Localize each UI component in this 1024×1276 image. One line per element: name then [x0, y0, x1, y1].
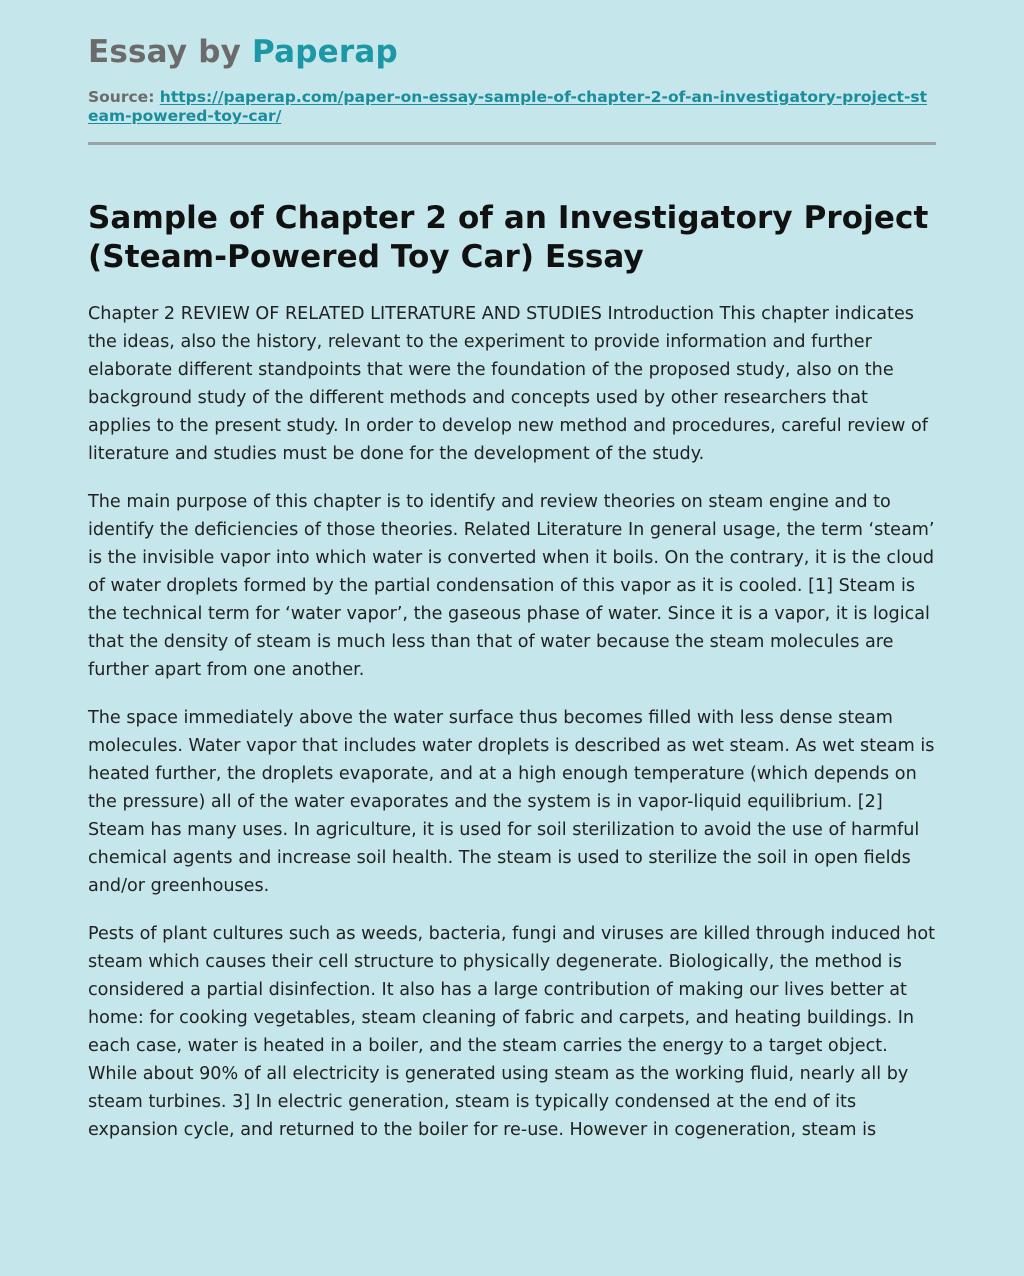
site-brand[interactable]	[88, 33, 936, 71]
article-paragraph: Pests of plant cultures such as weeds, bacteria, fungi and viruses are killed through induced hot steam which causes their cell structure to physically degenerate. Biologically, the method is considered a partial disinfection. It also has a large contribution of making our lives better at home: for cooking vegetables, steam cleaning of fabric and carpets, and heating buildings. In each case, water is heated in a boiler, and the steam carries the energy to a target object. While about 90% of all electricity is generated using steam as the working fluid, nearly all by steam turbines. 3] In electric generation, steam is typically condensed at the end of its expansion cycle, and returned to the boiler for re-use. However in cogeneration, steam is	[88, 924, 936, 1140]
header-divider	[88, 142, 936, 145]
article-body	[88, 300, 936, 1144]
brand-prefix: Essay by	[88, 34, 253, 70]
article-paragraph: The main purpose of this chapter is to identify and review theories on steam engine and to identify the deficiencies of those theories. Related Literature In general usage, the term ‘steam’ is the invisible vapor into which water is converted when it boils. On the contrary, it is the cloud of water droplets formed by the partial condensation of this vapor as it is cooled. [1] Steam is the technical term for ‘water vapor’, the gaseous phase of water. Since it is a vapor, it is logical that the density of steam is much less than that of water because the steam molecules are further apart from one another.	[88, 492, 935, 680]
source-link[interactable]: https://paperap.com/paper-on-essay-sample-of-chapter-2-of-an-investigatory-project-steam-powered-toy-car/	[88, 88, 928, 125]
article-paragraph: The space immediately above the water surface thus becomes filled with less dense steam molecules. Water vapor that includes water droplets is described as wet steam. As wet steam is heated further, the droplets evaporate, and at a high enough temperature (which depends on the pressure) all of the water evaporates and the system is in vapor-liquid equilibrium. [2] Steam has many uses. In agriculture, it is used for soil sterilization to avoid the use of harmful chemical agents and increase soil health. The steam is used to sterilize the soil in open fields and/or greenhouses.	[88, 708, 935, 896]
article-title: Sample of Chapter 2 of an Investigatory Project (Steam-Powered Toy Car) Essay	[88, 200, 929, 275]
source-line	[88, 88, 936, 126]
article-paragraph: Chapter 2 REVIEW OF RELATED LITERATURE AND STUDIES Introduction This chapter indicates the ideas, also the history, relevant to the experiment to provide information and further elaborate different standpoints that were the foundation of the proposed study, also on the background study of the different methods and concepts used by other researchers that applies to the present study. In order to develop new method and procedures, careful review of literature and studies must be done for the development of the study.	[88, 304, 928, 464]
source-label: Source:	[88, 88, 155, 106]
brand-name: Paperap	[252, 34, 398, 70]
